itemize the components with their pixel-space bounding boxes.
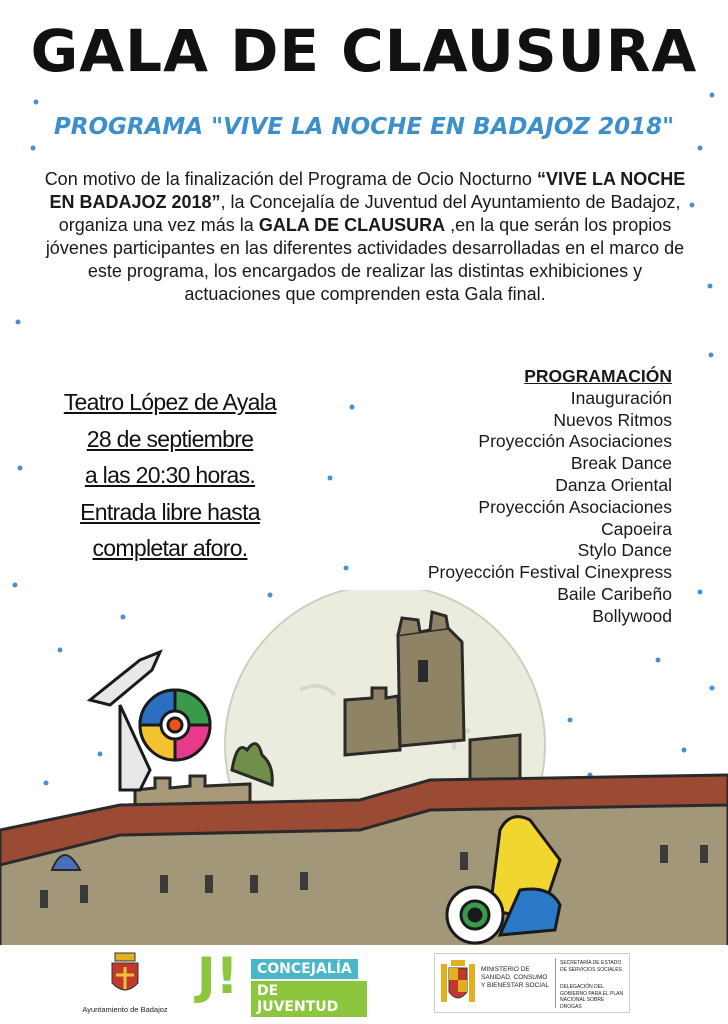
- ministerio-logo: [434, 953, 630, 1013]
- program-item: Proyección Festival Cinexpress: [427, 562, 672, 583]
- venue-line: a las 20:30 horas.: [84, 462, 256, 488]
- intro-text-3: ,en la que serán los propios jóvenes participantes en las diferentes actividades desarrolladas en el marco de este programa, los encargados de realizar las distintas exhibiciones y actuaciones que comprenden esta Gala final.: [45, 215, 685, 304]
- juventud-j-mark: J!: [197, 947, 239, 1005]
- spain-shield-icon: [439, 958, 477, 1008]
- intro-text-1: Con motivo de la finalización del Programa de Ocio Nocturno: [44, 169, 537, 189]
- castle-moon-illustration: [0, 590, 728, 950]
- ayuntamiento-caption: Ayuntamiento de Badajoz: [82, 1005, 168, 1014]
- intro-paragraph: [40, 168, 690, 306]
- program-item: Capoeira: [600, 518, 672, 539]
- page-title: GALA DE CLAUSURA: [30, 17, 698, 85]
- coat-of-arms-icon: [108, 951, 142, 999]
- venue-line: 28 de septiembre: [86, 425, 254, 452]
- juventud-line-1: CONCEJALÍA: [251, 959, 358, 979]
- intro-bold-gala: GALA DE CLAUSURA: [258, 215, 446, 235]
- ayuntamiento-logo: [80, 951, 170, 1014]
- program-item: Baile Caribeño: [557, 583, 672, 604]
- venue-line: Entrada libre hasta: [80, 498, 260, 525]
- program-subtitle: PROGRAMA "VIVE LA NOCHE EN BADAJOZ 2018": [53, 114, 675, 140]
- program-heading: PROGRAMACIÓN: [524, 366, 672, 386]
- program-item: Nuevos Ritmos: [553, 409, 672, 430]
- ministerio-text: MINISTERIO DE SANIDAD, CONSUMO Y BIENESTAR SOCIAL: [481, 966, 550, 989]
- logo-divider: [555, 958, 556, 1008]
- venue-line: Teatro López de Ayala: [63, 389, 277, 415]
- secretaria-text: SECRETARÍA DE ESTADO DE SERVICIOS SOCIALES: [560, 960, 622, 973]
- juventud-logo: [197, 947, 367, 1015]
- venue-block: [40, 384, 300, 567]
- program-item: Break Dance: [570, 453, 672, 474]
- sponsor-logos: [0, 945, 728, 1024]
- program-list: [342, 366, 672, 628]
- program-item: Inauguración: [570, 387, 672, 408]
- program-item: Bollywood: [592, 605, 672, 626]
- castle-wall: [345, 688, 400, 755]
- program-item: Proyección Asociaciones: [478, 496, 672, 517]
- program-item: Stylo Dance: [577, 540, 672, 561]
- delegacion-text: DELEGACIÓN DEL GOBIERNO PARA EL PLAN NACIONAL SOBRE DROGAS: [560, 984, 624, 1010]
- venue-line: completar aforo.: [92, 535, 248, 561]
- intro-text-2: , la Concejalía de Juventud del Ayuntamiento de Badajoz, organiza una vez más la: [58, 192, 681, 235]
- juventud-line-2: DE JUVENTUD: [251, 981, 367, 1017]
- program-item: Danza Oriental: [555, 474, 672, 495]
- cartoon-character: [90, 652, 210, 790]
- intro-bold-program: “VIVE LA NOCHE EN BADAJOZ 2018”: [49, 169, 686, 212]
- program-item: Proyección Asociaciones: [478, 431, 672, 452]
- castle-tower: [398, 628, 464, 746]
